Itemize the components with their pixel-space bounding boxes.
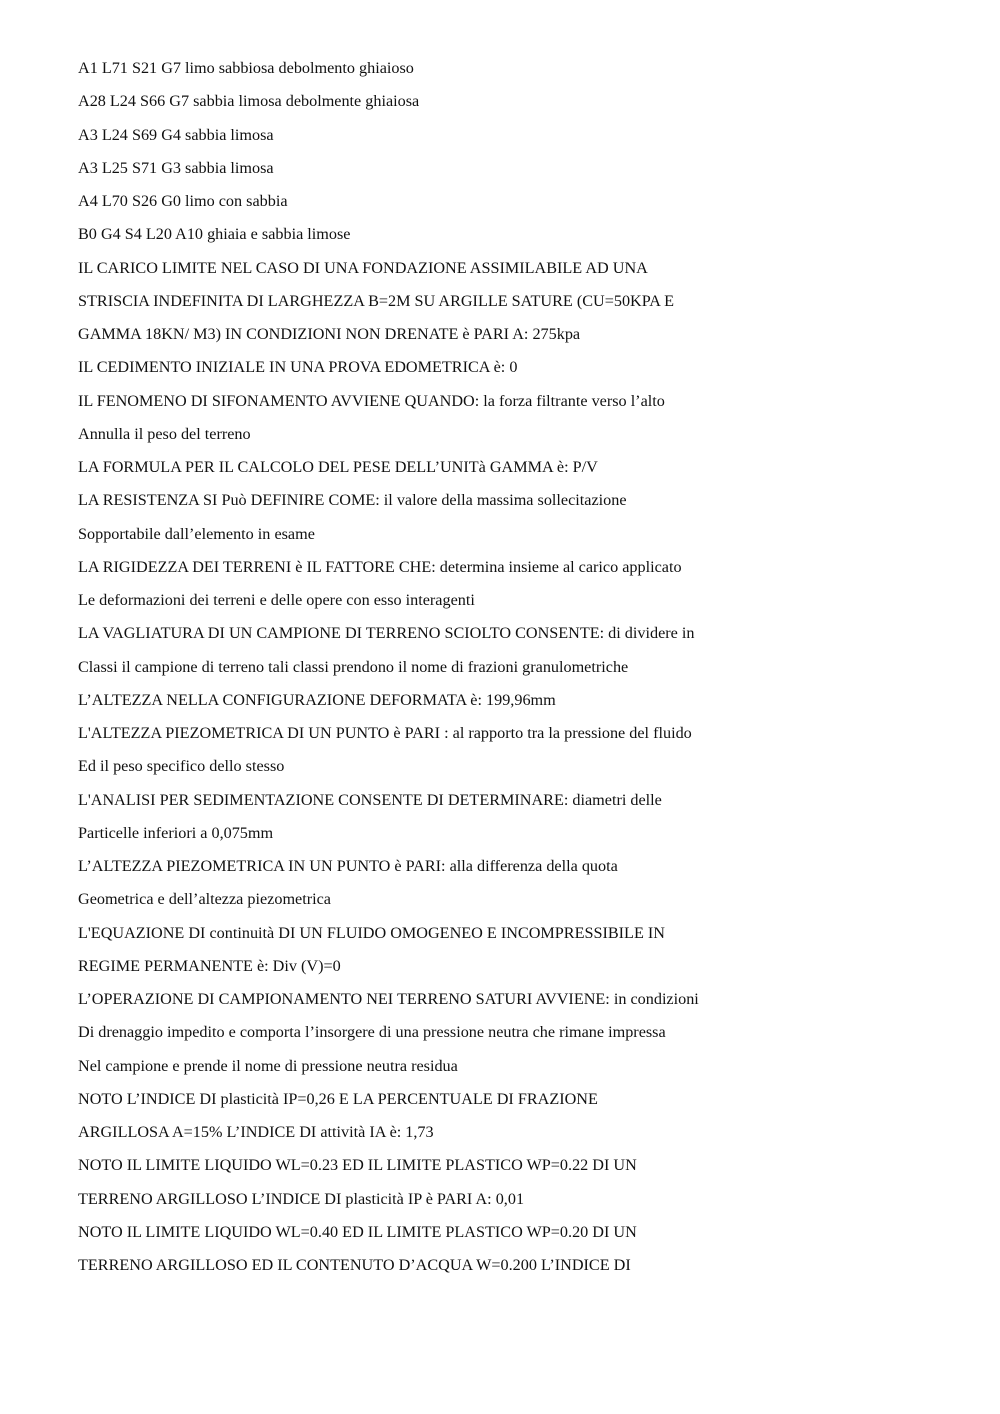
text-line: A4 L70 S26 G0 limo con sabbia xyxy=(78,192,288,210)
text-line: L’OPERAZIONE DI CAMPIONAMENTO NEI TERRENO SATURI AVVIENE: in condizioni xyxy=(78,990,699,1008)
text-line: IL CEDIMENTO INIZIALE IN UNA PROVA EDOMETRICA è: 0 xyxy=(78,358,518,377)
text-line: L'EQUAZIONE DI continuità DI UN FLUIDO OMOGENEO E INCOMPRESSIBILE IN xyxy=(78,923,665,942)
text-line: REGIME PERMANENTE è: Div (V)=0 xyxy=(78,956,341,975)
text-line: A3 L24 S69 G4 sabbia limosa xyxy=(78,125,274,144)
text-line: Ed il peso specifico dello stesso xyxy=(78,757,285,776)
text-line: Nel campione e prende il nome di pressione neutra residua xyxy=(78,1056,458,1075)
text-line: LA VAGLIATURA DI UN CAMPIONE DI TERRENO SCIOLTO CONSENTE: di dividere in xyxy=(78,624,695,643)
text-line: NOTO IL LIMITE LIQUIDO WL=0.40 ED IL LIMITE PLASTICO WP=0.20 DI UN xyxy=(78,1222,637,1241)
text-line: ARGILLOSA A=15% L’INDICE DI attività IA è: 1,73 xyxy=(78,1123,434,1141)
text-line: NOTO IL LIMITE LIQUIDO WL=0.23 ED IL LIMITE PLASTICO WP=0.22 DI UN xyxy=(78,1156,637,1175)
text-line: NOTO L’INDICE DI plasticità IP=0,26 E LA PERCENTUALE DI FRAZIONE xyxy=(78,1089,598,1108)
text-line: A3 L25 S71 G3 sabbia limosa xyxy=(78,158,274,177)
text-line: Di drenaggio impedito e comporta l’insorgere di una pressione neutra che rimane impressa xyxy=(78,1023,666,1042)
text-line: Particelle inferiori a 0,075mm xyxy=(78,823,274,842)
text-line: A28 L24 S66 G7 sabbia limosa debolmente ghiaiosa xyxy=(78,92,420,111)
text-line: IL CARICO LIMITE NEL CASO DI UNA FONDAZIONE ASSIMILABILE AD UNA xyxy=(78,258,648,277)
text-line: L'ANALISI PER SEDIMENTAZIONE CONSENTE DI DETERMINARE: diametri delle xyxy=(78,790,662,809)
document-body xyxy=(78,56,958,1286)
text-line: LA FORMULA PER IL CALCOLO DEL PESE DELL’UNITà GAMMA è: P/V xyxy=(78,458,598,476)
text-line: IL FENOMENO DI SIFONAMENTO AVVIENE QUANDO: la forza filtrante verso l’alto xyxy=(78,391,665,410)
text-line: LA RIGIDEZZA DEI TERRENI è IL FATTORE CHE: determina insieme al carico applicato xyxy=(78,557,682,576)
text-line: A1 L71 S21 G7 limo sabbiosa debolmento ghiaioso xyxy=(78,59,414,77)
text-line: Classi il campione di terreno tali classi prendono il nome di frazioni granulometriche xyxy=(78,657,629,676)
text-line: Geometrica e dell’altezza piezometrica xyxy=(78,890,331,909)
text-line: B0 G4 S4 L20 A10 ghiaia e sabbia limose xyxy=(78,225,351,244)
text-line: LA RESISTENZA SI Può DEFINIRE COME: il valore della massima sollecitazione xyxy=(78,491,627,510)
text-line: TERRENO ARGILLOSO L’INDICE DI plasticità IP è PARI A: 0,01 xyxy=(78,1189,525,1208)
text-line: Sopportabile dall’elemento in esame xyxy=(78,524,315,543)
text-line: STRISCIA INDEFINITA DI LARGHEZZA B=2M SU ARGILLE SATURE (CU=50KPA E xyxy=(78,291,674,310)
text-line: L'ALTEZZA PIEZOMETRICA DI UN PUNTO è PARI : al rapporto tra la pressione del fluido xyxy=(78,724,692,742)
text-line: TERRENO ARGILLOSO ED IL CONTENUTO D’ACQUA W=0.200 L’INDICE DI xyxy=(78,1256,631,1274)
text-line: GAMMA 18KN/ M3) IN CONDIZIONI NON DRENATE è PARI A: 275kpa xyxy=(78,325,581,343)
text-line: Annulla il peso del terreno xyxy=(78,424,251,443)
text-line: L’ALTEZZA NELLA CONFIGURAZIONE DEFORMATA è: 199,96mm xyxy=(78,690,556,709)
text-line: Le deformazioni dei terreni e delle opere con esso interagenti xyxy=(78,591,475,609)
text-line: L’ALTEZZA PIEZOMETRICA IN UN PUNTO è PARI: alla differenza della quota xyxy=(78,857,618,875)
